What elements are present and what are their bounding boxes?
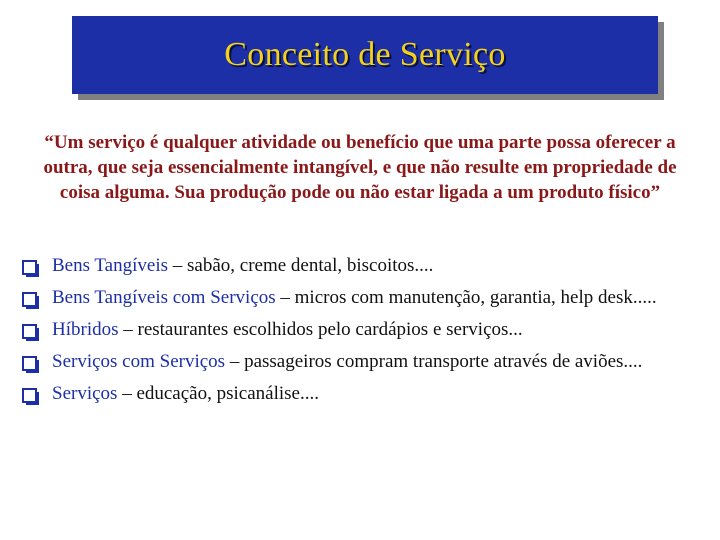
hollow-square-icon <box>22 356 37 371</box>
hollow-square-icon <box>22 388 37 403</box>
bullet-item <box>20 288 700 308</box>
hollow-square-icon <box>22 324 37 339</box>
bullet-term: Híbridos <box>52 319 119 340</box>
bullet-description: – restaurantes escolhidos pelo cardápios e serviços... <box>118 319 523 340</box>
bullet-description: – sabão, creme dental, biscoitos.... <box>168 255 434 276</box>
bullet-term: Serviços com Serviços <box>52 351 226 372</box>
bullet-description: – passageiros compram transporte através de aviões.... <box>225 351 643 372</box>
bullet-item <box>20 384 700 404</box>
bullet-description: – micros com manutenção, garantia, help desk..... <box>275 287 657 308</box>
hollow-square-icon <box>22 292 37 307</box>
bullet-description: – educação, psicanálise.... <box>117 383 319 404</box>
hollow-square-icon <box>22 260 37 275</box>
slide-title: Conceito de Serviço <box>224 36 506 73</box>
bullet-term: Bens Tangíveis <box>52 255 169 276</box>
bullet-item <box>20 352 700 372</box>
bullet-item <box>20 320 700 340</box>
title-box <box>72 16 658 94</box>
service-definition-quote: “Um serviço é qualquer atividade ou benefício que uma parte possa oferecer a outra, que seja essencialmente intangível, e que não resulte em propriedade de coisa alguma. Sua produção pode ou não estar ligada a um produto físico” <box>43 132 677 203</box>
bullet-item <box>20 256 700 276</box>
bullet-term: Serviços <box>52 383 118 404</box>
bullet-list <box>20 256 700 416</box>
bullet-term: Bens Tangíveis com Serviços <box>52 287 276 308</box>
